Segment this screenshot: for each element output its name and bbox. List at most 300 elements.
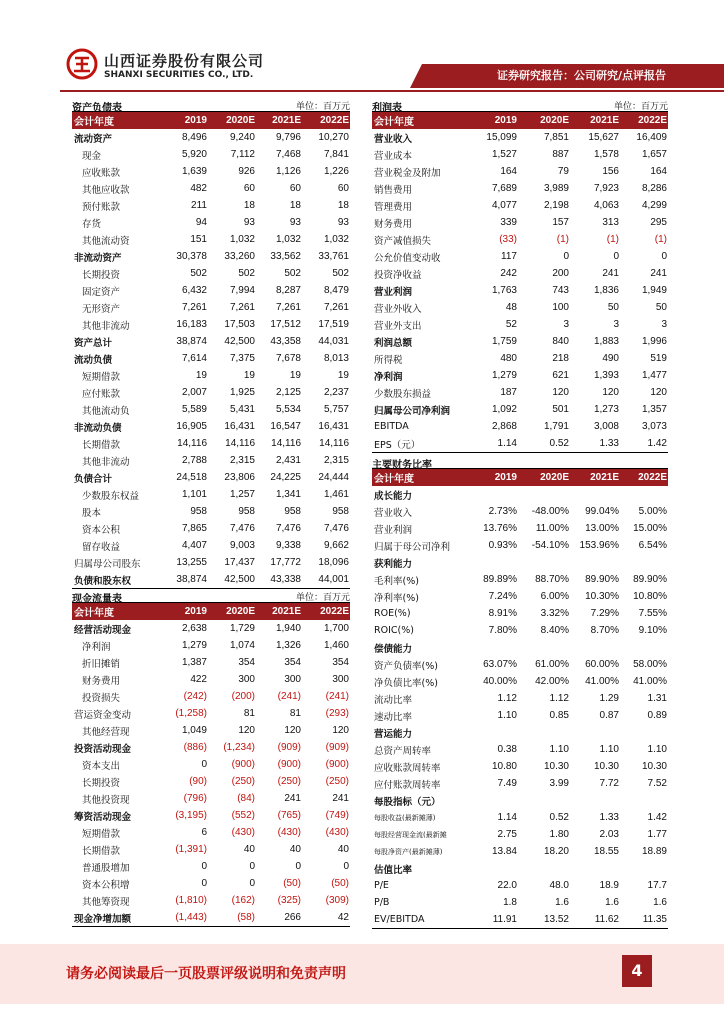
table-row (372, 265, 668, 282)
cell-value: 1,032 (275, 234, 301, 245)
table-row (372, 673, 668, 690)
cell-value: 9,338 (275, 540, 301, 551)
cell-value (570, 486, 620, 503)
cell-value: 8.70% (590, 625, 619, 636)
cell-value: 3,008 (593, 421, 619, 432)
column-header-year: 2019 (466, 469, 518, 486)
cell-value: 7.49 (497, 778, 517, 789)
cell-value: 16,183 (176, 319, 207, 330)
cell-value: 1.8 (503, 897, 517, 908)
table-row (372, 129, 668, 146)
cell-value (466, 860, 518, 877)
cell-value: 58.00% (633, 659, 667, 670)
table-row (372, 435, 668, 452)
cell-value: 11.91 (492, 914, 517, 925)
table-row (72, 350, 350, 367)
row-label: 预付账款 (82, 201, 121, 213)
row-label: 资本支出 (82, 760, 121, 772)
cell-value: 120 (332, 725, 349, 736)
table-row (72, 316, 350, 333)
table-row (72, 909, 350, 926)
cell-value: 8,286 (641, 183, 667, 194)
cell-value (620, 860, 668, 877)
cell-value: 7,112 (230, 149, 255, 160)
cell-value: 18 (337, 200, 349, 211)
table-row (372, 605, 668, 622)
cell-value: (200) (231, 691, 255, 702)
cell-value: 211 (191, 200, 207, 211)
cell-value: 18 (243, 200, 255, 211)
cell-value (620, 639, 668, 656)
cell-value: 241 (602, 268, 619, 279)
table-row (372, 486, 668, 503)
table-row (372, 588, 668, 605)
cell-value: 0.85 (549, 710, 569, 721)
cell-value: 2,431 (275, 455, 301, 466)
cell-value: 9,003 (229, 540, 255, 551)
cell-value: 99.04% (585, 506, 619, 517)
cell-value (620, 486, 668, 503)
cell-value: 23,806 (224, 472, 255, 483)
cell-value: 164 (650, 166, 667, 177)
table-title: 主要财务比率 (372, 460, 432, 471)
row-label: 非流动资产 (74, 252, 122, 264)
cell-value: 266 (284, 912, 301, 923)
cell-value: 1,925 (229, 387, 255, 398)
cell-value: 7,375 (229, 353, 255, 364)
cell-value: 887 (552, 149, 569, 160)
cell-value (570, 639, 620, 656)
row-label: 营业成本 (374, 150, 413, 162)
table-row (372, 775, 668, 792)
cell-value: 300 (238, 674, 255, 685)
row-label: 归属母公司净利润 (374, 405, 451, 417)
cell-value: (765) (277, 810, 301, 821)
cell-value: 1,763 (491, 285, 517, 296)
row-label: 营业收入 (374, 507, 413, 519)
cell-value: 50 (607, 302, 619, 313)
column-header-year: 2021E (570, 112, 620, 129)
row-label: 流动负债 (74, 354, 113, 366)
table-row (372, 163, 668, 180)
row-label: ROE(%) (374, 608, 411, 619)
cell-value: 120 (602, 387, 619, 398)
cell-value (518, 486, 570, 503)
cell-value: 11.62 (594, 914, 619, 925)
row-label: 估值比率 (374, 864, 413, 876)
cell-value: 1.10 (599, 744, 619, 755)
cell-value: 38,874 (176, 336, 207, 347)
cell-value: (241) (325, 691, 349, 702)
cell-value: 2.03 (599, 829, 619, 840)
table-row (72, 163, 350, 180)
cell-value: (430) (325, 827, 349, 838)
header-divider (60, 90, 724, 92)
cell-value: 300 (284, 674, 301, 685)
cell-value: 0.52 (549, 812, 569, 823)
cell-value: (900) (277, 759, 301, 770)
cell-value: 30,378 (176, 251, 207, 262)
table-header (372, 456, 668, 471)
cell-value (518, 724, 570, 741)
table-row (372, 707, 668, 724)
row-label: 每股收益(最新摊薄) (374, 813, 436, 822)
cell-value: 60.00% (585, 659, 619, 670)
cell-value: (1) (654, 234, 667, 245)
cell-value: 18.89 (641, 846, 667, 857)
cell-value: 8,479 (323, 285, 349, 296)
data-table (72, 603, 350, 926)
table-row (372, 248, 668, 265)
cell-value: (900) (231, 759, 255, 770)
table-row (372, 197, 668, 214)
cell-value: -54.10% (531, 540, 569, 551)
row-label: 速动比率 (374, 711, 413, 723)
cell-value: 1,387 (181, 657, 207, 668)
cell-value: 8,496 (181, 132, 207, 143)
cell-value: 1.42 (647, 812, 667, 823)
table-title: 现金流量表 (72, 594, 122, 605)
cell-value: 60 (337, 183, 349, 194)
company-logo (66, 48, 98, 80)
column-header-year: 2020E (518, 112, 570, 129)
row-label: 股本 (82, 507, 102, 519)
row-label: 应付账款周转率 (374, 779, 441, 791)
row-label: 流动比率 (374, 694, 413, 706)
cell-value: 14,116 (271, 438, 301, 449)
row-label: 非流动负债 (74, 422, 122, 434)
cell-value: 1.14 (497, 438, 517, 449)
table-row (72, 841, 350, 858)
cell-value: 1,996 (641, 336, 667, 347)
row-label: 其他经营现 (82, 726, 130, 738)
cell-value: 1.33 (599, 438, 619, 449)
cell-value: 18,096 (318, 557, 349, 568)
cell-value: 117 (501, 251, 517, 262)
cell-value: 11.35 (642, 914, 667, 925)
cell-value: 1.77 (647, 829, 667, 840)
cell-value: 7,476 (323, 523, 349, 534)
table-row (72, 875, 350, 892)
table-row (372, 656, 668, 673)
row-label: 其他筹资现 (82, 896, 130, 908)
cell-value: 120 (284, 725, 301, 736)
cell-value: 0 (295, 861, 301, 872)
table-row (372, 231, 668, 248)
cell-value: 156 (602, 166, 619, 177)
table-row (372, 826, 668, 843)
cell-value: 14,116 (225, 438, 255, 449)
table-row (72, 571, 350, 588)
cell-value: 621 (552, 370, 569, 381)
table-row (72, 688, 350, 705)
cell-value (518, 792, 570, 809)
cell-value: 42.00% (535, 676, 569, 687)
table-row (372, 741, 668, 758)
row-label: 资产负债率(%) (374, 660, 438, 672)
cell-value: 8.91% (488, 608, 517, 619)
cell-value: 17.7 (647, 880, 667, 891)
unit-label: 单位：百万元 (613, 102, 668, 112)
cell-value: 958 (284, 506, 301, 517)
table-row (72, 146, 350, 163)
cell-value: 1,883 (593, 336, 619, 347)
table-row (72, 452, 350, 469)
table-title: 利润表 (372, 103, 402, 114)
cell-value: 1,578 (593, 149, 619, 160)
cell-value: 18.9 (599, 880, 619, 891)
cell-value: 153.96% (579, 540, 619, 551)
table-row (372, 282, 668, 299)
cell-value: 43,338 (270, 574, 301, 585)
cell-value: 16,547 (270, 421, 301, 432)
table-row (372, 911, 668, 928)
cell-value: 19 (289, 370, 301, 381)
column-header-label: 会计年度 (72, 603, 160, 620)
cell-value: 1,279 (491, 370, 517, 381)
cell-value: 7.29% (590, 608, 619, 619)
cell-value: 4,063 (593, 200, 619, 211)
row-label: 筹资活动现金 (74, 811, 132, 823)
cell-value: 1.10 (647, 744, 667, 755)
column-header-year: 2019 (160, 112, 208, 129)
cell-value: 40.00% (483, 676, 517, 687)
cell-value: 1,729 (229, 623, 255, 634)
cell-value: 17,519 (318, 319, 349, 330)
cell-value: 6 (201, 827, 207, 838)
cell-value: 16,905 (176, 421, 207, 432)
cell-value (620, 554, 668, 571)
row-label: 其他应收款 (82, 184, 130, 196)
cell-value: 0 (201, 878, 207, 889)
row-label: 应收账款 (82, 167, 121, 179)
table-row (72, 739, 350, 756)
row-label: 其他非流动 (82, 320, 130, 332)
cell-value (518, 639, 570, 656)
cell-value: 10.30% (585, 591, 619, 602)
cell-value: 241 (650, 268, 667, 279)
cell-value: 2,638 (181, 623, 207, 634)
table-row (372, 418, 668, 435)
table-row (372, 860, 668, 877)
cell-value: 10,270 (318, 132, 349, 143)
row-label: 应付账款 (82, 388, 121, 400)
cell-value (466, 724, 518, 741)
table-row (72, 620, 350, 637)
table-row (72, 469, 350, 486)
cell-value (518, 860, 570, 877)
column-header-year: 2020E (208, 112, 256, 129)
cell-value: 48 (505, 302, 517, 313)
cell-value: 218 (552, 353, 569, 364)
unit-label: 单位：百万元 (295, 593, 350, 603)
cell-value: 339 (500, 217, 517, 228)
row-label: 管理费用 (374, 201, 413, 213)
cell-value: 490 (602, 353, 619, 364)
cell-value: 100 (552, 302, 569, 313)
row-label: 投资净收益 (374, 269, 422, 281)
column-header-year: 2021E (256, 603, 302, 620)
cell-value: 7,678 (275, 353, 301, 364)
table-row (372, 401, 668, 418)
row-label: 营业利润 (374, 286, 413, 298)
row-label: 存货 (82, 218, 102, 230)
cell-value: 40 (337, 844, 349, 855)
row-label: 无形资产 (82, 303, 121, 315)
cell-value: 18 (289, 200, 301, 211)
row-label: 资本公积 (82, 524, 121, 536)
income-statement (372, 99, 668, 453)
table-row (72, 858, 350, 875)
cell-value: (900) (325, 759, 349, 770)
cell-value: 0.89 (647, 710, 667, 721)
cell-value: (749) (325, 810, 349, 821)
cell-value: 926 (238, 166, 255, 177)
cell-value: (162) (231, 895, 255, 906)
cell-value: 18.55 (593, 846, 619, 857)
column-header-year: 2022E (302, 603, 350, 620)
cell-value: 958 (190, 506, 207, 517)
cell-value: 42 (337, 912, 349, 923)
cell-value: 10.30 (641, 761, 667, 772)
cell-value: 4,407 (181, 540, 207, 551)
cell-value: (552) (231, 810, 255, 821)
cell-value: (50) (331, 878, 349, 889)
column-header-year: 2022E (620, 469, 668, 486)
cell-value: 48.0 (549, 880, 569, 891)
cell-value: 151 (190, 234, 207, 245)
cell-value: 7,261 (275, 302, 301, 313)
cell-value: (1,234) (223, 742, 255, 753)
table-row (72, 299, 350, 316)
cell-value: 502 (238, 268, 255, 279)
row-label: 净负债比率(%) (374, 677, 438, 689)
cell-value (620, 792, 668, 809)
cell-value (570, 554, 620, 571)
cell-value: 0 (201, 759, 207, 770)
cell-value: 354 (238, 657, 255, 668)
financial-ratios (372, 456, 668, 929)
column-header-year: 2019 (160, 603, 208, 620)
column-header-row (372, 469, 668, 486)
table-row (372, 792, 668, 809)
cell-value: (58) (237, 912, 255, 923)
table-row (72, 671, 350, 688)
cell-value: 2,237 (323, 387, 349, 398)
cell-value: 0.87 (599, 710, 619, 721)
cell-value: 61.00% (535, 659, 569, 670)
row-label: 其他投资现 (82, 794, 130, 806)
table-row (72, 807, 350, 824)
table-row (72, 824, 350, 841)
cell-value: 15.00% (633, 523, 667, 534)
cell-value: 0 (563, 251, 569, 262)
row-label: 营运能力 (374, 728, 413, 740)
cell-value: 1,393 (593, 370, 619, 381)
row-label: 每股经营现金流(最新摊 (374, 830, 447, 839)
table-row (72, 435, 350, 452)
cell-value: 482 (190, 183, 207, 194)
cell-value: 2,007 (181, 387, 207, 398)
cell-value: 6.00% (540, 591, 569, 602)
table-row (72, 520, 350, 537)
cell-value: 5,757 (323, 404, 349, 415)
cell-value: 10.30 (593, 761, 619, 772)
row-label: 留存收益 (82, 541, 121, 553)
cell-value: 16,431 (318, 421, 349, 432)
table-row (72, 503, 350, 520)
table-row (372, 639, 668, 656)
cell-value: 0 (249, 861, 255, 872)
row-label: 营运资金变动 (74, 709, 132, 721)
cell-value: 7.72 (599, 778, 619, 789)
cell-value: 89.90% (633, 574, 667, 585)
row-label: P/B (374, 897, 390, 908)
column-header-year: 2020E (208, 603, 256, 620)
cell-value: 242 (500, 268, 517, 279)
cell-value: 1,657 (641, 149, 667, 160)
data-table (72, 112, 350, 588)
cell-value: 241 (284, 793, 301, 804)
cell-value: 313 (602, 217, 619, 228)
row-label: 长期借款 (82, 439, 121, 451)
cell-value: 13.00% (585, 523, 619, 534)
cell-value: 1,700 (323, 623, 349, 634)
cell-value: 3 (661, 319, 667, 330)
row-label: 所得税 (374, 354, 403, 366)
column-header-row (72, 603, 350, 620)
table-row (372, 350, 668, 367)
cell-value: 89.90% (585, 574, 619, 585)
table-row (372, 333, 668, 350)
cell-value: 2,315 (323, 455, 349, 466)
cell-value: 1,461 (323, 489, 349, 500)
table-row (372, 384, 668, 401)
table-row (372, 520, 668, 537)
cell-value: 5,431 (229, 404, 255, 415)
table-row (72, 401, 350, 418)
cell-value: 7,851 (543, 132, 569, 143)
row-label: 净利润 (82, 641, 111, 653)
row-label: 其他流动资 (82, 235, 130, 247)
cell-value: (1,443) (175, 912, 207, 923)
row-label: 获利能力 (374, 558, 413, 570)
cell-value: 6.54% (638, 540, 667, 551)
cell-value: 3 (563, 319, 569, 330)
cell-value: 7,865 (181, 523, 207, 534)
cell-value: 15,099 (486, 132, 517, 143)
cell-value: 14,116 (177, 438, 207, 449)
cell-value (570, 792, 620, 809)
row-label: 偿债能力 (374, 643, 413, 655)
cell-value: 93 (289, 217, 301, 228)
cell-value: (293) (325, 708, 349, 719)
cell-value: 41.00% (585, 676, 619, 687)
cell-value: (796) (183, 793, 207, 804)
cell-value: 42,500 (224, 574, 255, 585)
cell-value: (250) (277, 776, 301, 787)
table-row (372, 758, 668, 775)
cell-value: 295 (650, 217, 667, 228)
cell-value: 743 (552, 285, 569, 296)
cell-value: 3,989 (543, 183, 569, 194)
table-title: 资产负债表 (72, 103, 122, 114)
table-row (72, 231, 350, 248)
table-row (72, 418, 350, 435)
cell-value: 1.42 (647, 438, 667, 449)
table-row (72, 384, 350, 401)
cell-value: 187 (500, 387, 517, 398)
